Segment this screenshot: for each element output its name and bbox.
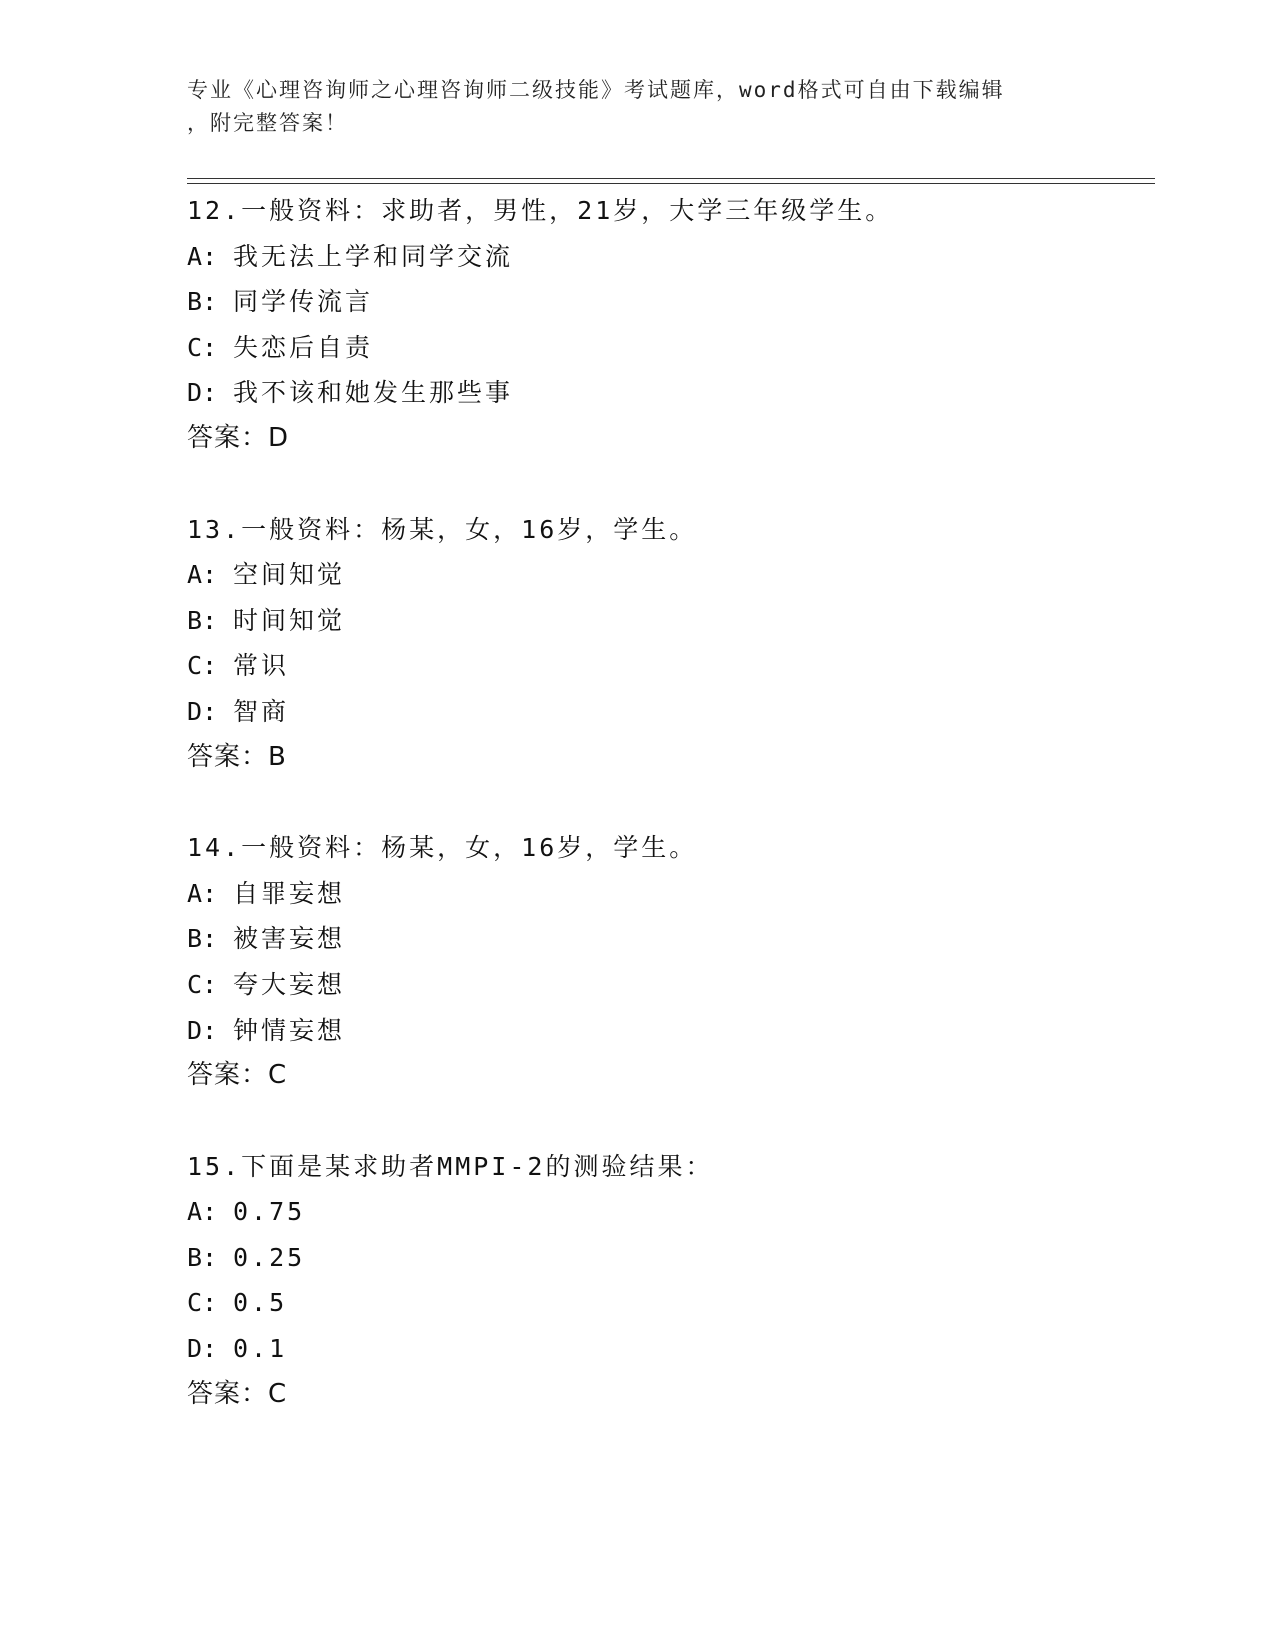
question-stem: 14.一般资料：杨某，女，16岁，学生。 — [187, 833, 698, 863]
question-15 — [187, 1144, 1155, 1418]
answer-line: 答案：C — [187, 1378, 288, 1409]
question-stem: 13.一般资料：杨某，女，16岁，学生。 — [187, 514, 698, 544]
header-line-1: 专业《心理咨询师之心理咨询师二级技能》考试题库，word格式可自由下载编辑 — [187, 78, 1005, 102]
question-12 — [187, 188, 1155, 462]
question-13 — [187, 507, 1155, 781]
option-letter: D: — [187, 1015, 218, 1045]
question-14 — [187, 825, 1155, 1099]
answer-line: 答案：B — [187, 741, 287, 772]
document-header — [187, 74, 1087, 140]
option-text: 同学传流言 — [233, 287, 374, 317]
option-text: 常识 — [233, 651, 290, 681]
option-d — [187, 689, 1155, 735]
option-letter: C: — [187, 969, 218, 999]
option-letter: A: — [187, 878, 218, 908]
option-c — [187, 1280, 1155, 1326]
option-letter: B: — [187, 924, 218, 954]
option-letter: D: — [187, 378, 218, 408]
option-text: 夸大妄想 — [233, 969, 346, 999]
option-c — [187, 325, 1155, 371]
option-letter: C: — [187, 1288, 218, 1318]
option-text: 被害妄想 — [233, 924, 346, 954]
question-stem: 12.一般资料：求助者，男性，21岁，大学三年级学生。 — [187, 196, 894, 225]
option-c — [187, 962, 1155, 1008]
option-letter: B: — [187, 287, 218, 317]
option-text: 智商 — [233, 696, 290, 726]
option-letter: C: — [187, 332, 218, 362]
option-text: 0.5 — [233, 1288, 288, 1318]
option-d — [187, 370, 1155, 416]
option-text: 失恋后自责 — [233, 332, 374, 362]
option-b — [187, 279, 1155, 325]
answer-line: 答案：C — [187, 1060, 288, 1091]
option-letter: B: — [187, 1242, 218, 1272]
option-letter: B: — [187, 605, 218, 635]
option-text: 钟情妄想 — [233, 1015, 346, 1045]
header-line-2: ，附完整答案！ — [187, 111, 348, 135]
option-a — [187, 871, 1155, 917]
question-stem: 15.下面是某求助者MMPI-2的测验结果： — [187, 1151, 714, 1181]
header-divider-bottom — [187, 183, 1155, 184]
option-text: 0.1 — [233, 1334, 288, 1364]
option-letter: C: — [187, 651, 218, 681]
option-letter: D: — [187, 1334, 218, 1364]
header-divider-top — [187, 178, 1155, 179]
option-a — [187, 552, 1155, 598]
option-letter: A: — [187, 241, 218, 271]
question-list — [187, 188, 1155, 1462]
option-b — [187, 1235, 1155, 1281]
option-text: 自罪妄想 — [233, 878, 346, 908]
option-text: 空间知觉 — [233, 560, 346, 590]
option-a — [187, 234, 1155, 280]
option-text: 我无法上学和同学交流 — [233, 241, 514, 271]
option-text: 0.25 — [233, 1242, 306, 1272]
answer-line: 答案：D — [187, 422, 290, 453]
option-d — [187, 1008, 1155, 1054]
option-d — [187, 1326, 1155, 1372]
option-letter: A: — [187, 1197, 218, 1227]
option-b — [187, 598, 1155, 644]
option-text: 时间知觉 — [233, 605, 346, 635]
option-letter: A: — [187, 560, 218, 590]
option-b — [187, 916, 1155, 962]
option-a — [187, 1189, 1155, 1235]
option-c — [187, 643, 1155, 689]
option-text: 0.75 — [233, 1197, 306, 1227]
option-text: 我不该和她发生那些事 — [233, 378, 514, 408]
option-letter: D: — [187, 696, 218, 726]
